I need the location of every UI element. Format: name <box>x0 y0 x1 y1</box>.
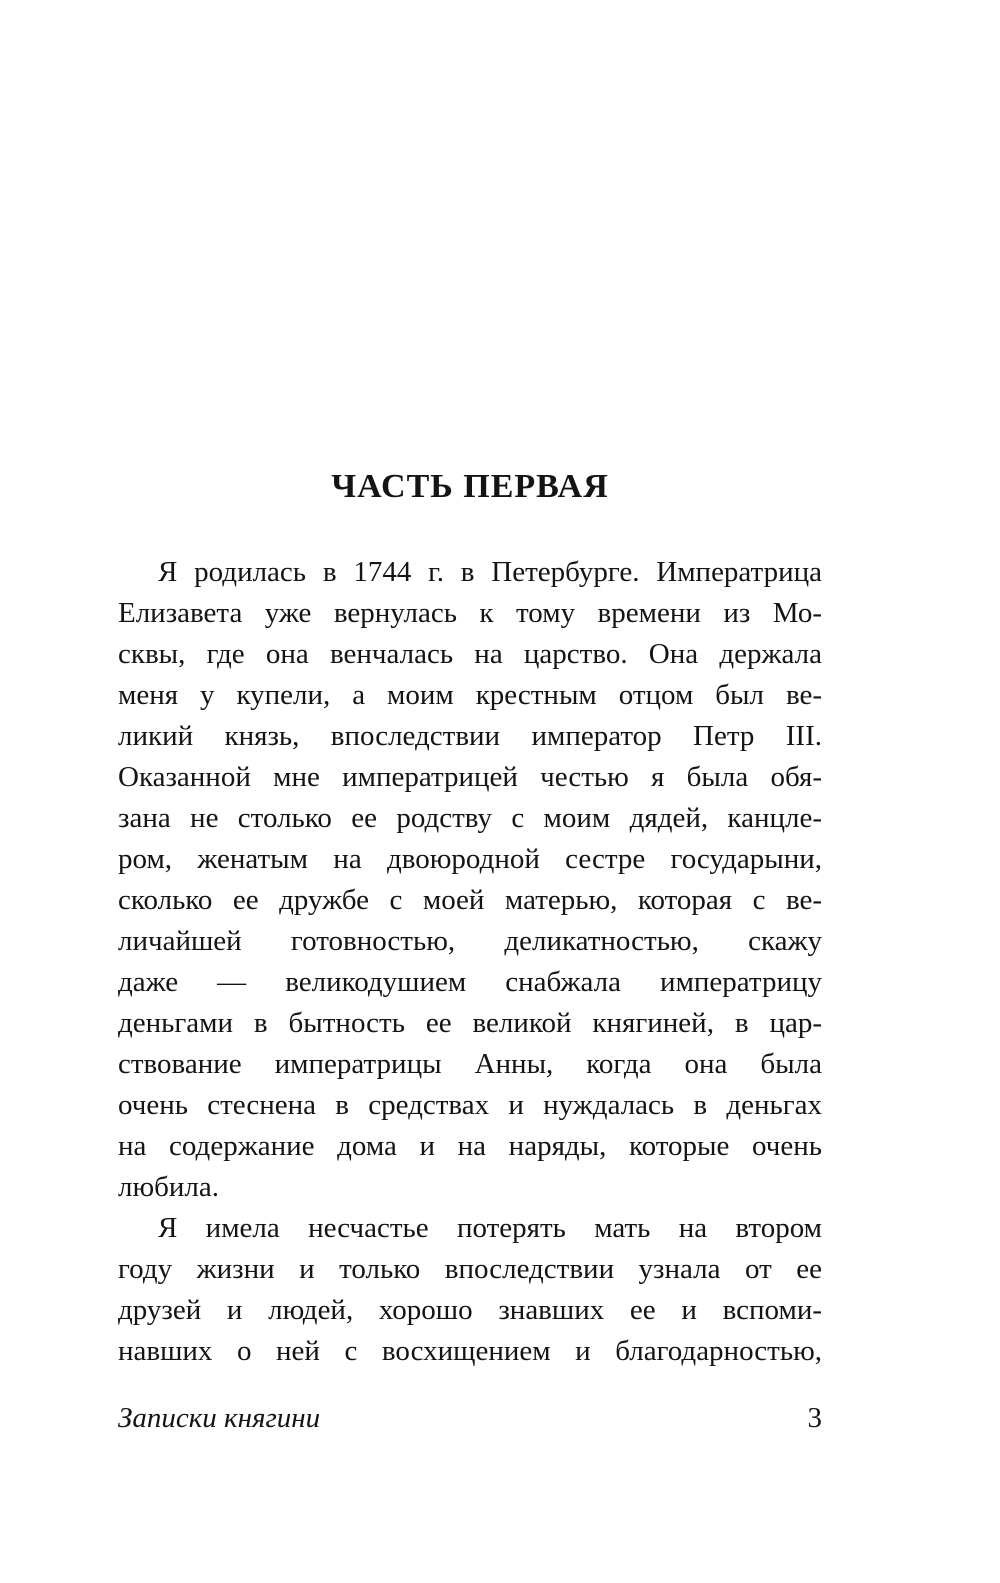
text-line: на содержание дома и на наряды, которые очень <box>118 1130 822 1162</box>
text-line: любила. <box>118 1171 220 1203</box>
text-line: ствование императрицы Анны, когда она была <box>118 1048 822 1080</box>
text-line: Елизавета уже вернулась к тому времени из Мо- <box>118 597 822 629</box>
body-text-block <box>118 552 822 1372</box>
text-line: сквы, где она венчалась на царство. Она держала <box>118 638 822 670</box>
text-line: ром, женатым на двоюродной сестре государыни, <box>118 843 822 875</box>
text-line: даже — великодушием снабжала императрицу <box>118 966 822 998</box>
text-line: Я родилась в 1744 г. в Петербурге. Императрица <box>158 556 822 588</box>
text-line: друзей и людей, хорошо знавших ее и вспоми- <box>118 1294 822 1326</box>
running-title: Записки княгини <box>118 1402 321 1434</box>
text-line: навших о ней с восхищением и благодарностью, <box>118 1335 822 1367</box>
text-line: ликий князь, впоследствии император Петр III. <box>118 720 822 752</box>
text-line: меня у купели, а моим крестным отцом был ве- <box>118 679 822 711</box>
text-line: деньгами в бытность ее великой княгиней, в цар- <box>118 1007 822 1039</box>
text-line: очень стеснена в средствах и нуждалась в деньгах <box>118 1089 822 1121</box>
text-line: зана не столько ее родству с моим дядей, канцле- <box>118 802 822 834</box>
text-line: году жизни и только впоследствии узнала от ее <box>118 1253 822 1285</box>
page-number: 3 <box>807 1402 822 1434</box>
text-line: Я имела несчастье потерять мать на втором <box>158 1212 822 1244</box>
text-line: сколько ее дружбе с моей матерью, которая с ве- <box>118 884 822 916</box>
text-line: Оказанной мне императрицей честью я была обя- <box>118 761 822 793</box>
page-footer <box>118 1398 822 1439</box>
text-line: личайшей готовностью, деликатностью, скажу <box>118 925 822 957</box>
chapter-heading: ЧАСТЬ ПЕРВАЯ <box>331 468 609 505</box>
